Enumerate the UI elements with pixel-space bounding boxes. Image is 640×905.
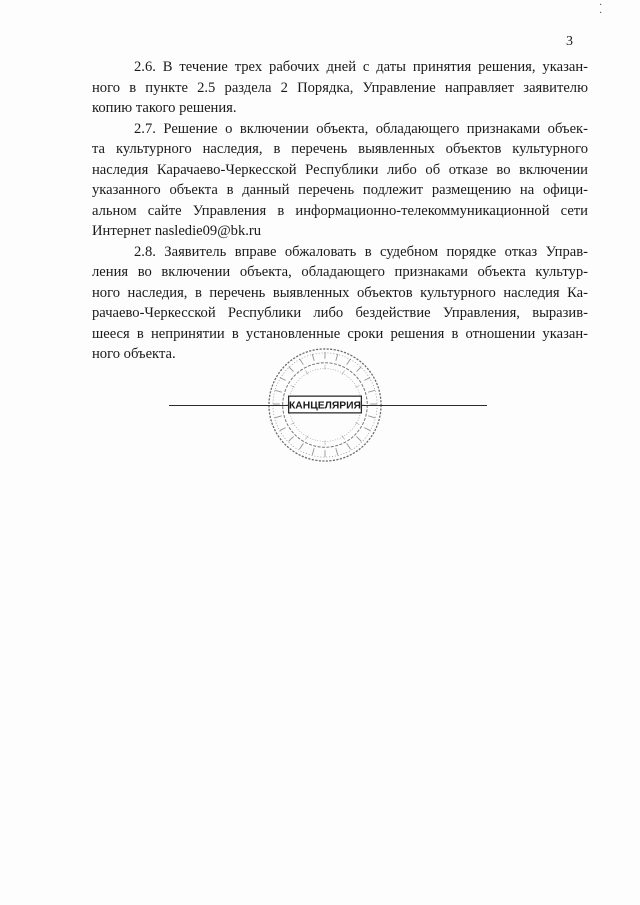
text-line: 2.6. В течение трех рабочих дней с даты принятия решения, указан- — [134, 59, 588, 75]
paragraph-2-7 — [92, 119, 588, 242]
text-line: 2.8. Заявитель вправе обжаловать в судебном порядке отказ Управ- — [134, 243, 588, 260]
text-line: ного объекта. — [92, 346, 176, 362]
document-body — [92, 57, 588, 365]
text-line: ления во включении объекта, обладающего признаками объекта культур- — [92, 264, 588, 280]
text-line: указанного объекта в данный перечень подлежит размещению на офици- — [92, 182, 588, 198]
text-line: Интернет nasledie09@bk.ru — [92, 223, 262, 239]
text-line: альном сайте Управления в информационно-телекоммуникационной сети — [92, 202, 588, 219]
text-line: ного наследия, в перечень выявленных объектов культурного наследия Ка- — [92, 284, 588, 301]
text-line: рачаево-Черкесской Республики либо бездействие Управления, выразив- — [92, 305, 588, 321]
text-line: ного в пункте 2.5 раздела 2 Порядка, Управление направляет заявителю — [92, 79, 588, 96]
stamp-seal-icon — [266, 346, 384, 464]
stamp-center-text: КАНЦЕЛЯРИЯ — [289, 400, 361, 412]
paragraph-2-6 — [92, 57, 588, 119]
text-line: копию такого решения. — [92, 100, 237, 116]
corner-mark: · · — [599, 0, 603, 19]
page-number: 3 — [566, 34, 573, 49]
text-line: шееся в непринятии в установленные сроки решения в отношении указан- — [92, 325, 588, 342]
official-stamp — [266, 346, 384, 464]
text-line: 2.7. Решение о включении объекта, обладающего признаками объек- — [134, 120, 588, 137]
text-line: наследия Карачаево-Черкесской Республики либо об отказе во включении — [92, 161, 588, 178]
text-line: та культурного наследия, в перечень выявленных объектов культурного — [92, 141, 588, 157]
